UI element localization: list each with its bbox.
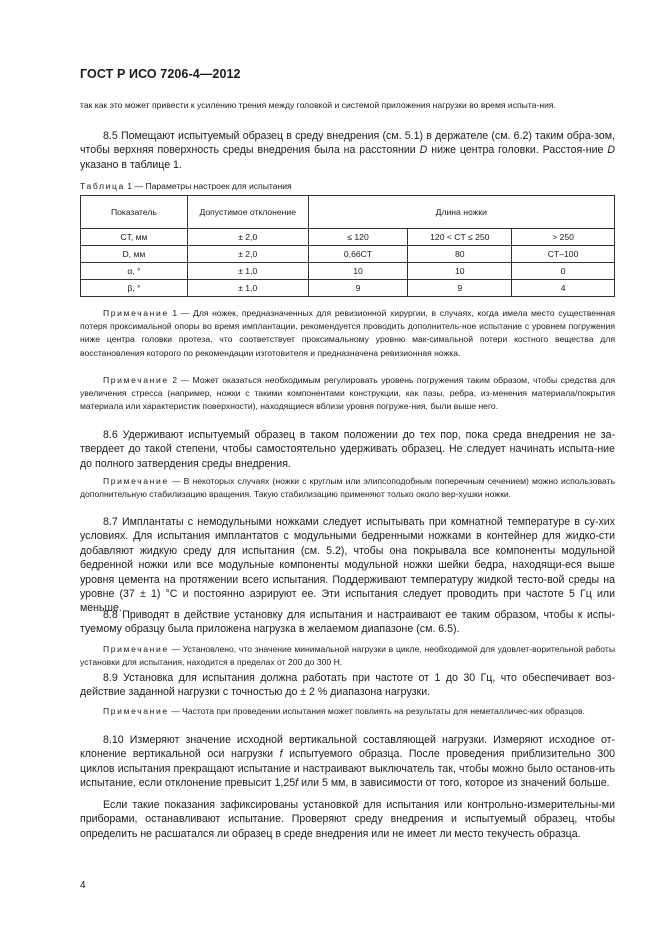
table-row: α, ° ± 1,0 10 10 0 [81,263,615,280]
table-header-row [81,196,615,229]
note-3: Примечание — В некоторых случаях (ножки с круглым или элипсоподобным поперечным сечением) можно использовать дополнительную стабилизацию вращения. Такую стабилизацию применяют только около вер-хушки ножки. [80,476,615,500]
paragraph-8-5: 8.5 Помещают испытуемый образец в среду внедрения (см. 5.1) в держателе (см. 6.2) таким обра-зом, чтобы верхняя поверхность среды внедрения была на расстоянии D ниже центра головки. Расстоя-ние D указано в таблице 1. [80,130,615,171]
paragraph-8-8: 8.8 Приводят в действие установку для испытания и настраивают ее таким образом, чтобы к испы-туемому образцу была приложена нагрузка в желаемом диапазоне (см. 6.5). [80,609,615,636]
note-4: Примечание — Установлено, что значение минимальной нагрузки в цикле, необходимой для удовлет-ворительной работы установки для испытания, находится в пределах от 200 до 300 Н. [80,644,615,668]
header-stem-length: Длина ножки [308,196,614,229]
header-tolerance: Допустимое отклонение [187,196,308,229]
parameters-table [80,195,615,297]
paragraph-8-7: 8.7 Имплантаты с немодульными ножками следует испытывать при комнатной температуре в су-хих условиях. Для испытания имплантатов с модульными бедренными ножками в контейнер для жидко-сти добавляют жидкую среду для испытания (см. 5.2), чтобы она покрывала все компоненты модульной бедренной ножки или все модульные компоненты модульной ножки шейки бедра, находящи-еся выше уровня цемента на протяжении всего испытания. Поддерживают температуру жидкой тесто-вой среды на уровне (37 ± 1) °С и постоянно аэрируют ее. Эти испытания следует проводить при частоте 5 Гц или меньше. [80,516,615,615]
header-parameter: Показатель [81,196,188,229]
table-caption: Таблица 1 — Параметры настроек для испытания [80,181,292,191]
page-number: 4 [80,880,86,891]
paragraph-8-6: 8.6 Удерживают испытуемый образец в таком положении до тех пор, пока среда внедрения не за-твердеет до такой степени, чтобы самостоятельно удерживать образец. Не следует начинать испыта-ние до полного затвердения среды внедрения. [80,429,615,470]
table-row: D, мм ± 2,0 0,66CT 80 CT–100 [81,246,615,263]
paragraph-8-10: 8.10 Измеряют значение исходной вертикальной составляющей нагрузки. Измеряют исходное от-клонение вертикальной оси нагрузки f испытуемого образца. После проведения приблизительно 300 циклов испытания прекращают испытание и настраивают выключатель так, чтобы можно было останов-ить испытание, если отклонение превысит 1,25f или 5 мм, в зависимости от того, которое из значений больше. [80,734,616,790]
continuation-text: так как это может привести к усилению трения между головкой и системой приложения нагрузки во время испыта-ния. [80,100,556,110]
table-row: β, ° ± 1,0 9 9 4 [81,280,615,297]
note-1: Примечание 1 — Для ножек, предназначенных для ревизионной хирургии, в случаях, когда имела место существенная потеря проксимальной опоры во время имплантации, рекомендуется проводить дополнитель-ное испытание с уровнем погружения ниже центра головки протеза, что соответствует проксимальному уровню мак-симальной потери костного вещества для восстановления которого по рекомендации изготовителя и предназначена ревизионная ножка. [80,308,615,358]
note-2: Примечание 2 — Может оказаться необходимым регулировать уровень погружения таким образом, чтобы средства для увеличения стресса (например, ножки с такими компонентами конструкции, как пазы, ребра, из-менения материала/покрытия материала или характеристик поверхности), находящиеся вблизи уровня погруже-ния, были выше него. [80,375,615,412]
paragraph-final: Если такие показания зафиксированы установкой для испытания или контрольно-измерительны-ми приборами, останавливают испытание. Проверяют среду внедрения и испытуемый образец, чтобы определить не расшатался ли образец в среде внедрения или не имеет ли место текучесть образца. [80,799,615,840]
table-row: CT, мм ± 2,0 ≤ 120 120 < CT ≤ 250 > 250 [81,229,615,246]
paragraph-8-9: 8.9 Установка для испытания должна работать при частоте от 1 до 30 Гц, что обеспечивает воз-действие заданной нагрузки с точностью до ± 2 % диапазона нагрузки. [80,672,615,699]
note-5: Примечание — Частота при проведении испытания может повлиять на результаты для неметалличес-ких образцов. [103,706,585,716]
standard-header: ГОСТ Р ИСО 7206-4—2012 [80,67,241,81]
